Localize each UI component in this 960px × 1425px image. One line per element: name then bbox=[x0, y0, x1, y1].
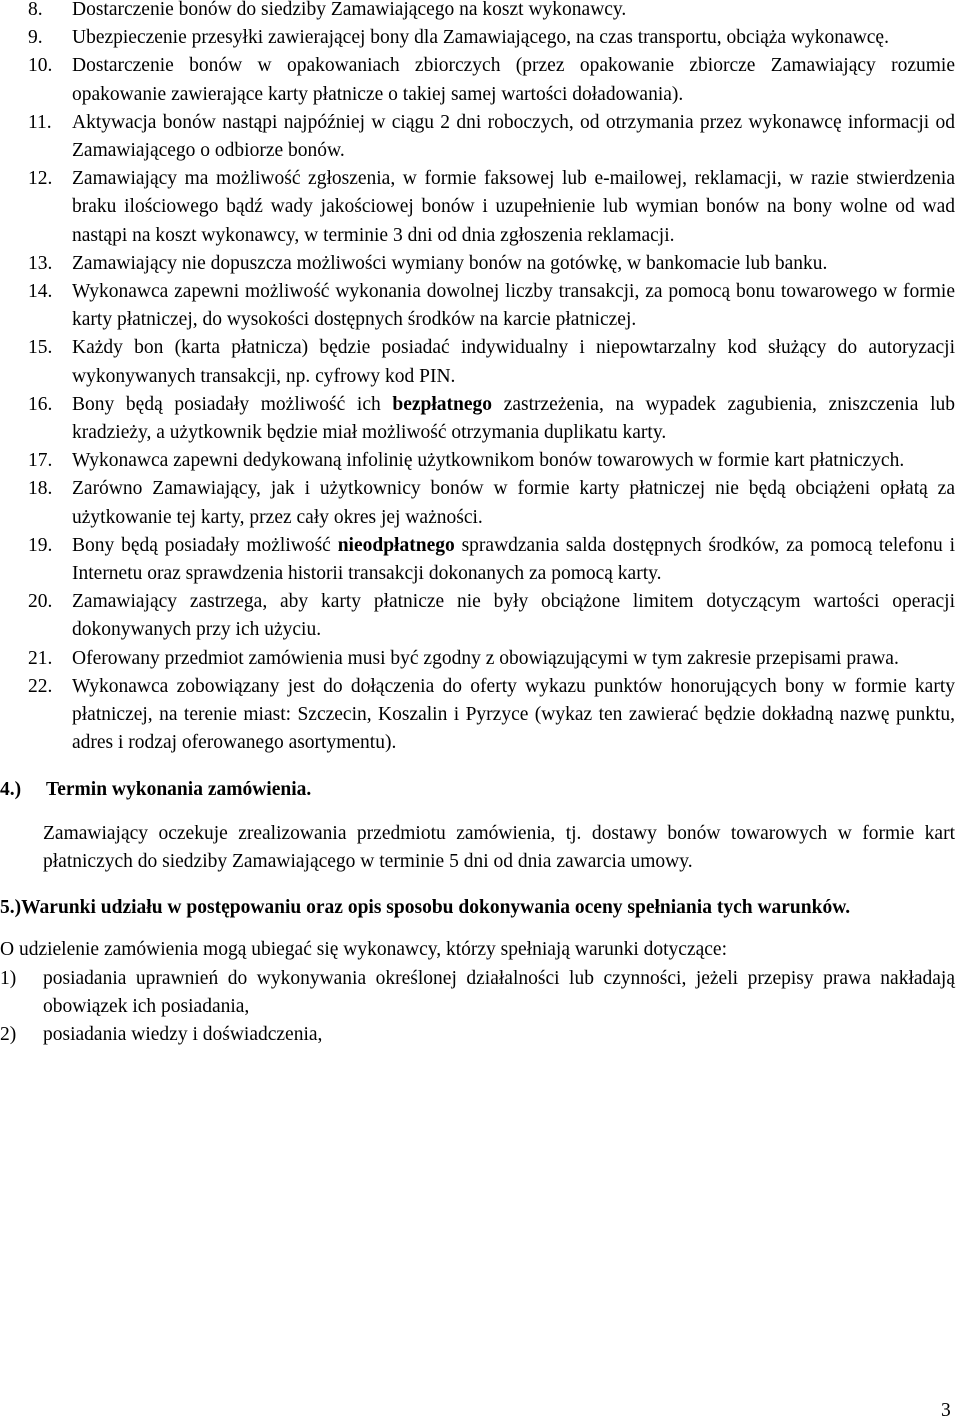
text-segment: Zamawiający ma możliwość zgłoszenia, w formie faksowej lub e-mailowej, reklamacji, w razie stwierdzenia braku ilościowego bądź wady jakościowej bonów i uzupełnienie lub wymian bonów na bony wolne od wad nastąpi na koszt wykonawcy, w terminie 3 dni od dnia zgłoszenia reklamacji. bbox=[72, 168, 955, 246]
list-item-text bbox=[72, 52, 955, 108]
text-segment: Wykonawca zapewni możliwość wykonania dowolnej liczby transakcji, za pomocą bonu towarowego w formie karty płatniczej, do wysokości dostępnych środków na karcie płatniczej. bbox=[72, 281, 955, 331]
list-item-number: 13. bbox=[28, 252, 53, 274]
list-item-text bbox=[72, 250, 955, 278]
text-segment: Bony będą posiadały możliwość ich bbox=[72, 393, 393, 415]
list-item-number: 19. bbox=[28, 534, 53, 556]
list-item-text: posiadania wiedzy i doświadczenia, bbox=[43, 1023, 323, 1045]
section-5-intro: O udzielenie zamówienia mogą ubiegać się wykonawcy, którzy spełniają warunki dotyczące: bbox=[0, 939, 727, 961]
list-item bbox=[0, 965, 960, 1021]
text-segment: Aktywacja bonów nastąpi najpóźniej w ciągu 2 dni roboczych, od otrzymania przez wykonawcę informacji od Zamawiającego o odbiorze bonów. bbox=[72, 111, 955, 162]
list-item-text bbox=[72, 334, 955, 390]
text-segment: Każdy bon (karta płatnicza) będzie posiadać indywidualny i niepowtarzalny kod służący do autoryzacji wykonywanych transakcji, np. cyfrowy kod PIN. bbox=[72, 337, 955, 387]
list-item bbox=[0, 334, 960, 390]
text-segment: Wykonawca zobowiązany jest do dołączenia do oferty wykazu punktów honorujących bony w formie karty płatniczej, na terenie miast: Szczecin, Koszalin i Pyrzyce (wykaz ten zawierać będzie dokładną nazwę punktu, adres i rodzaj oferowanego asortymentu). bbox=[72, 675, 955, 754]
text-segment: Zamawiający zastrzega, aby karty płatnicze nie były obciążone limitem dotyczącym wartości operacji dokonywanych przy ich użyciu. bbox=[72, 591, 955, 641]
text-segment: sprawdzania salda dostępnych środków, za pomocą telefonu i Internetu oraz sprawdzenia historii transakcji dokonanych za pomocą karty. bbox=[72, 534, 955, 585]
section-5-heading bbox=[0, 894, 960, 922]
list-item-number: 8. bbox=[28, 0, 43, 20]
bold-text: nieodpłatnego bbox=[337, 534, 455, 556]
text-segment: Zamawiający nie dopuszcza możliwości wymiany bonów na gotówkę, w bankomacie lub banku. bbox=[72, 252, 828, 274]
section-4-body: Zamawiający oczekuje zrealizowania przedmiotu zamówienia, tj. dostawy bonów towarowych w formie kart płatniczych do siedziby Zamawiającego w terminie 5 dni od dnia zawarcia umowy. bbox=[43, 822, 955, 872]
list-item-text bbox=[72, 475, 955, 531]
conditions-list bbox=[0, 965, 960, 1050]
text-segment: zastrzeżenia, na wypadek zagubienia, zniszczenia lub kradzieży, a użytkownik będzie miał możliwość otrzymania duplikatu karty. bbox=[72, 393, 955, 444]
list-item-number: 20. bbox=[28, 591, 53, 613]
list-item-text bbox=[72, 673, 955, 758]
list-item-number: 15. bbox=[28, 337, 53, 359]
list-item bbox=[0, 24, 960, 52]
list-item-number: 9. bbox=[28, 27, 43, 49]
list-item-text bbox=[72, 165, 955, 250]
section-5-title: Warunki udziału w postępowaniu oraz opis sposobu dokonywania oceny spełniania tych warunków. bbox=[21, 897, 851, 919]
text-segment: Ubezpieczenie przesyłki zawierającej bony dla Zamawiającego, na czas transportu, obciąża wykonawcę. bbox=[72, 27, 889, 49]
list-item-number: 17. bbox=[28, 450, 53, 472]
text-segment: Oferowany przedmiot zamówienia musi być zgodny z obowiązującymi w tym zakresie przepisami prawa. bbox=[72, 647, 899, 669]
list-item-text: posiadania uprawnień do wykonywania określonej działalności lub czynności, jeżeli przepisy prawa nakładają obowiązek ich posiadania, bbox=[43, 967, 955, 1017]
text-segment: Dostarczenie bonów w opakowaniach zbiorczych (przez opakowanie zbiorcze Zamawiający rozumie opakowanie zawierające karty płatnicze o takiej samej wartości doładowania). bbox=[72, 55, 955, 105]
section-4-number: 4.) bbox=[0, 779, 22, 801]
list-item-text bbox=[72, 532, 955, 588]
text-segment: Dostarczenie bonów do siedziby Zamawiającego na koszt wykonawcy. bbox=[72, 0, 627, 20]
list-item-number: 1) bbox=[0, 967, 17, 989]
section-5-number: 5.) bbox=[0, 897, 22, 919]
list-item-number: 11. bbox=[28, 111, 52, 133]
list-item-text bbox=[72, 588, 955, 644]
list-item bbox=[0, 109, 960, 165]
list-item-number: 21. bbox=[28, 647, 53, 669]
list-item bbox=[0, 645, 960, 673]
list-item-number: 22. bbox=[28, 675, 53, 697]
list-item bbox=[0, 447, 960, 475]
list-item-number: 12. bbox=[28, 168, 53, 190]
section-4-title: Termin wykonania zamówienia. bbox=[46, 779, 312, 801]
list-item-text bbox=[72, 447, 955, 475]
list-item bbox=[0, 475, 960, 531]
list-item bbox=[0, 165, 960, 250]
text-segment: Bony będą posiadały możliwość bbox=[72, 534, 338, 556]
list-item bbox=[0, 588, 960, 644]
list-item-number: 16. bbox=[28, 393, 53, 415]
list-item-text bbox=[72, 109, 955, 165]
list-item-text bbox=[72, 278, 955, 334]
section-4-heading bbox=[0, 776, 960, 804]
text-segment: Zarówno Zamawiający, jak i użytkownicy bonów w formie karty płatniczej nie będą obciążeni opłatą za użytkowanie tej karty, przez cały okres jej ważności. bbox=[72, 478, 955, 528]
list-item-number: 2) bbox=[0, 1023, 17, 1045]
list-item bbox=[0, 278, 960, 334]
list-item bbox=[0, 52, 960, 108]
list-item bbox=[0, 673, 960, 758]
list-item bbox=[0, 532, 960, 588]
list-item bbox=[0, 0, 960, 24]
list-item-text bbox=[72, 645, 955, 673]
list-item-number: 18. bbox=[28, 478, 53, 500]
list-item-number: 14. bbox=[28, 281, 53, 303]
list-item-text bbox=[72, 24, 955, 52]
page-number: 3 bbox=[941, 1400, 951, 1421]
list-item bbox=[0, 250, 960, 278]
bold-text: bezpłatnego bbox=[392, 393, 493, 415]
list-item bbox=[0, 1021, 960, 1049]
list-item-text bbox=[72, 391, 955, 447]
list-item bbox=[0, 391, 960, 447]
list-item-number: 10. bbox=[28, 55, 53, 77]
list-item-text bbox=[72, 0, 955, 24]
text-segment: Wykonawca zapewni dedykowaną infolinię użytkownikom bonów towarowych w formie kart płatniczych. bbox=[72, 450, 905, 472]
